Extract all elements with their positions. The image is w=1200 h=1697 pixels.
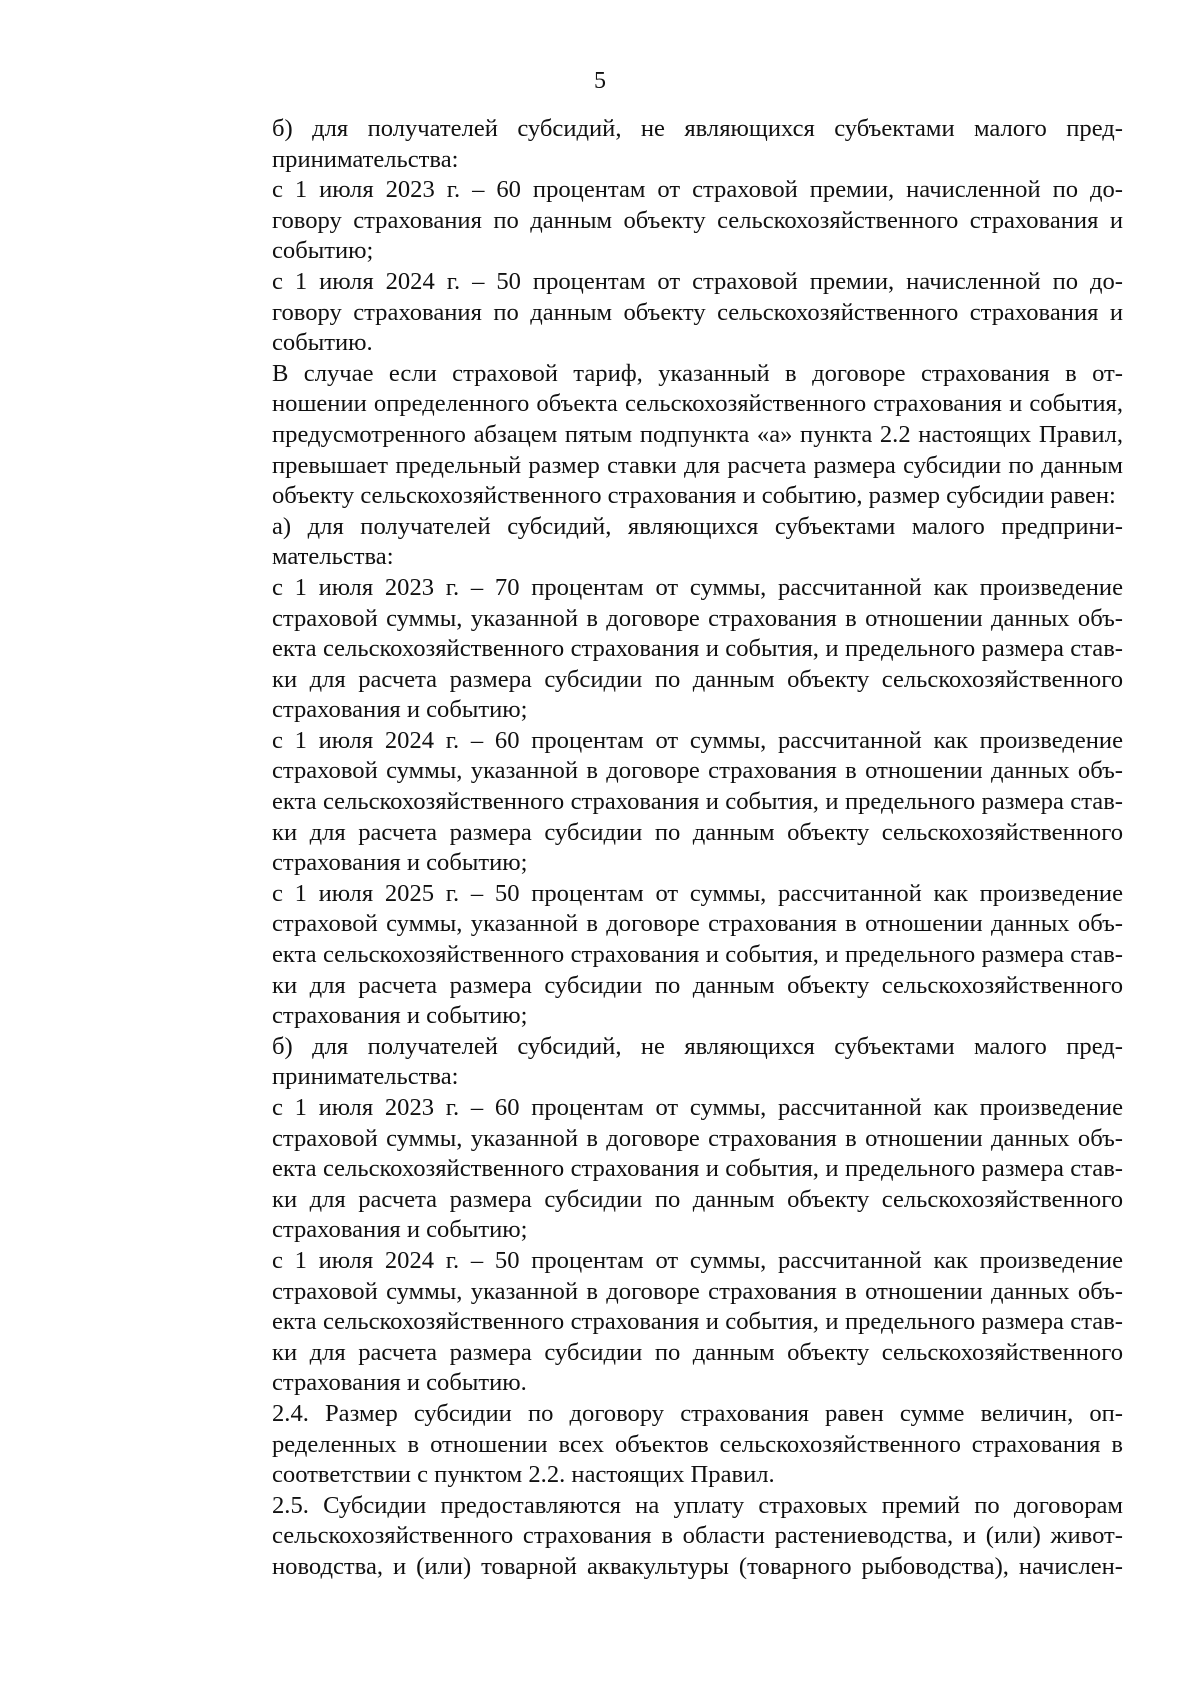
text-line: б) для получателей субсидий, не являющихся субъектами малого пред- <box>272 1032 1123 1060</box>
text-line: ки для расчета размера субсидии по данным объекту сельскохозяйственного <box>272 1185 1123 1213</box>
text-line: превышает предельный размер ставки для расчета размера субсидии по данным <box>272 451 1123 479</box>
text-line: ки для расчета размера субсидии по данным объекту сельскохозяйственного <box>272 665 1123 693</box>
text-line: страховой суммы, указанной в договоре страхования в отношении данных объ- <box>272 1277 1123 1305</box>
text-line: говору страхования по данным объекту сельскохозяйственного страхования и <box>272 206 1123 234</box>
text-line: принимательства: <box>272 1063 459 1091</box>
text-line: новодства, и (или) товарной аквакультуры (товарного рыбоводства), начислен- <box>272 1552 1123 1580</box>
paragraph <box>201 879 1123 1032</box>
paragraph <box>201 573 1123 726</box>
text-line: объекту сельскохозяйственного страхования и событию, размер субсидии равен: <box>272 482 1116 510</box>
paragraph <box>201 726 1123 879</box>
text-line: страховой суммы, указанной в договоре страхования в отношении данных объ- <box>272 757 1123 785</box>
text-line: екта сельскохозяйственного страхования и события, и предельного размера став- <box>272 635 1123 663</box>
text-line: ки для расчета размера субсидии по данным объекту сельскохозяйственного <box>272 1338 1123 1366</box>
paragraph <box>201 1032 1123 1093</box>
text-line: ки для расчета размера субсидии по данным объекту сельскохозяйственного <box>272 971 1123 999</box>
text-line: 2.5. Субсидии предоставляются на уплату страховых премий по договорам <box>272 1491 1123 1519</box>
text-line: событию. <box>272 329 373 357</box>
paragraph <box>201 512 1123 573</box>
text-line: страхования и событию; <box>272 849 528 877</box>
text-line: ки для расчета размера субсидии по данным объекту сельскохозяйственного <box>272 818 1123 846</box>
text-line: с 1 июля 2023 г. – 60 процентам от страховой премии, начисленной по до- <box>272 176 1123 204</box>
text-line: страховой суммы, указанной в договоре страхования в отношении данных объ- <box>272 1124 1123 1152</box>
text-line: 2.4. Размер субсидии по договору страхования равен сумме величин, оп- <box>272 1399 1123 1427</box>
paragraph <box>201 1246 1123 1399</box>
text-line: страховой суммы, указанной в договоре страхования в отношении данных объ- <box>272 604 1123 632</box>
text-line: событию; <box>272 237 374 265</box>
text-line: б) для получателей субсидий, не являющихся субъектами малого пред- <box>272 115 1123 142</box>
text-line: а) для получателей субсидий, являющихся субъектами малого предприни- <box>272 512 1123 540</box>
text-line: сельскохозяйственного страхования в области растениеводства, и (или) живот- <box>272 1522 1123 1550</box>
text-line: мательства: <box>272 543 394 571</box>
paragraph <box>201 175 1123 267</box>
text-line: екта сельскохозяйственного страхования и события, и предельного размера став- <box>272 788 1123 816</box>
text-line: екта сельскохозяйственного страхования и события, и предельного размера став- <box>272 1155 1123 1183</box>
text-line: говору страхования по данным объекту сельскохозяйственного страхования и <box>272 298 1123 326</box>
paragraph <box>201 267 1123 359</box>
text-line: с 1 июля 2025 г. – 50 процентам от суммы, рассчитанной как произведение <box>272 879 1123 907</box>
text-line: страхования и событию; <box>272 1216 528 1244</box>
text-line: страхования и событию. <box>272 1369 527 1397</box>
text-line: с 1 июля 2023 г. – 60 процентам от суммы, рассчитанной как произведение <box>272 1094 1123 1121</box>
document-text <box>201 114 1123 1583</box>
text-line: с 1 июля 2024 г. – 50 процентам от страховой премии, начисленной по до- <box>272 267 1123 295</box>
text-line: екта сельскохозяйственного страхования и события, и предельного размера став- <box>272 941 1123 969</box>
paragraph <box>201 114 1123 175</box>
text-line: ределенных в отношении всех объектов сельскохозяйственного страхования в <box>272 1430 1123 1458</box>
text-line: предусмотренного абзацем пятым подпункта «а» пункта 2.2 настоящих Правил, <box>272 420 1123 448</box>
text-line: принимательства: <box>272 145 459 173</box>
text-line: ношении определенного объекта сельскохозяйственного страхования и события, <box>272 390 1123 418</box>
paragraph <box>201 1399 1123 1491</box>
text-line: В случае если страховой тариф, указанный в договоре страхования в от- <box>272 359 1123 387</box>
text-line: с 1 июля 2024 г. – 50 процентам от суммы, рассчитанной как произведение <box>272 1246 1123 1274</box>
paragraph <box>201 1093 1123 1246</box>
text-line: с 1 июля 2024 г. – 60 процентам от суммы, рассчитанной как произведение <box>272 726 1123 754</box>
paragraph <box>201 359 1123 512</box>
text-line: страховой суммы, указанной в договоре страхования в отношении данных объ- <box>272 910 1123 938</box>
text-line: страхования и событию; <box>272 696 528 724</box>
paragraph <box>201 1491 1123 1583</box>
text-line: с 1 июля 2023 г. – 70 процентам от суммы, рассчитанной как произведение <box>272 573 1123 601</box>
text-line: страхования и событию; <box>272 1002 528 1030</box>
text-line: екта сельскохозяйственного страхования и события, и предельного размера став- <box>272 1308 1123 1336</box>
page-number: 5 <box>594 68 606 94</box>
text-line: соответствии с пунктом 2.2. настоящих Правил. <box>272 1461 775 1489</box>
